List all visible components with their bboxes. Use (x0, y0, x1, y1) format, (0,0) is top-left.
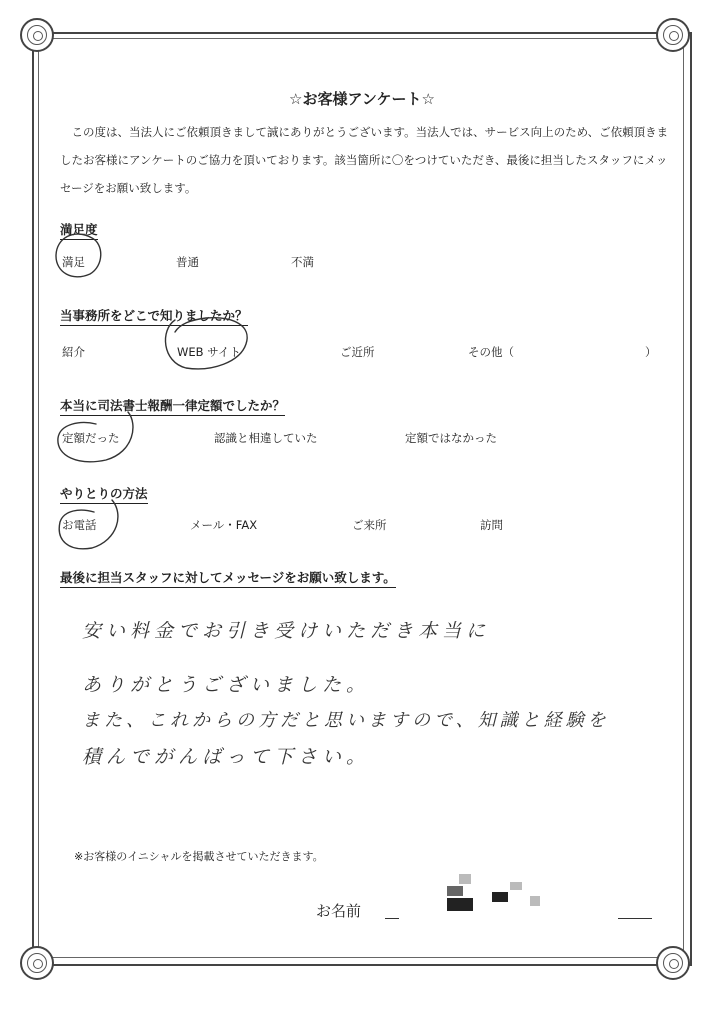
handwritten-message-line-3: また、これからの方だと思いますので、知識と経験を (82, 710, 610, 731)
handwritten-message-line-4: 積んでがんばって下さい。 (82, 746, 371, 768)
handwritten-message-line-1: 安い料金でお引き受けいただき本当に (82, 620, 491, 642)
circle-mark-phone (59, 500, 118, 549)
section-heading-satisfaction: 満足度 (60, 220, 98, 240)
initials-notice: ※お客様のイニシャルを掲載させていただきます。 (74, 850, 324, 863)
section-heading-communication: やりとりの方法 (60, 484, 148, 504)
name-field-label: お名前 (316, 902, 362, 920)
option-home-visit[interactable]: 訪問 (480, 518, 503, 532)
name-underline-left (385, 918, 399, 919)
option-not-fixed[interactable]: 定額ではなかった (405, 431, 497, 445)
option-differed[interactable]: 認識と相違していた (214, 431, 318, 445)
intro-paragraph: この度は、当法人にご依頼頂きまして誠にありがとうございます。当法人では、サービス向上のため、ご依頼頂きましたお客様にアンケートのご協力を頂いております。該当箇所に〇をつけていただき、最後に担当したスタッフにメッセージをお願い致します。 (60, 125, 669, 195)
option-other[interactable]: その他（ (468, 345, 514, 359)
option-phone[interactable]: お電話 (62, 518, 97, 532)
option-email-fax[interactable]: メール・FAX (190, 518, 258, 532)
section-heading-message: 最後に担当スタッフに対してメッセージをお願い致します。 (60, 568, 396, 588)
option-dissatisfied[interactable]: 不満 (291, 255, 314, 269)
option-normal[interactable]: 普通 (176, 255, 199, 269)
option-other-close-paren: ） (645, 345, 657, 359)
name-underline-right (618, 918, 652, 919)
option-referral[interactable]: 紹介 (62, 345, 85, 359)
option-office-visit[interactable]: ご来所 (352, 518, 387, 532)
section-heading-referral-source: 当事務所をどこで知りましたか？ (60, 306, 248, 326)
section-heading-fixed-fee: 本当に司法書士報酬一律定額でしたか？ (60, 396, 285, 416)
handwritten-message-line-2: ありがとうございました。 (82, 674, 371, 696)
circle-mark-website (165, 318, 247, 369)
survey-title: ☆お客様アンケート☆ (289, 90, 435, 108)
option-neighborhood[interactable]: ご近所 (340, 345, 375, 359)
circle-mark-satisfied (56, 234, 101, 277)
circle-mark-fixed-fee (58, 412, 133, 462)
option-satisfied[interactable]: 満足 (62, 255, 85, 269)
option-was-fixed[interactable]: 定額だった (62, 431, 120, 445)
option-website[interactable]: WEB サイト (177, 345, 241, 359)
